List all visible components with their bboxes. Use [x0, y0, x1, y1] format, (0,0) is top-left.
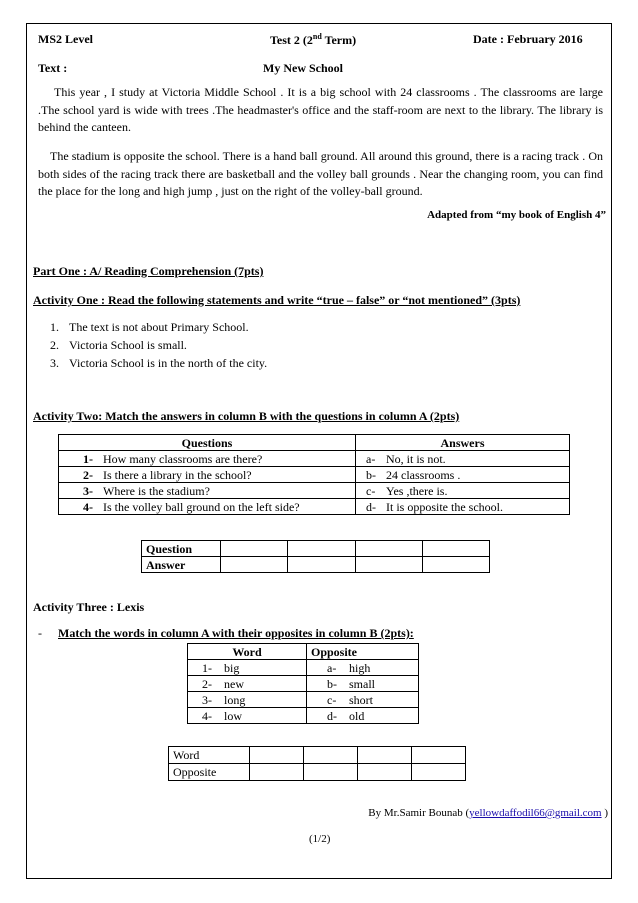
list-item: 3. Victoria School is in the north of the city.: [50, 356, 268, 370]
author-email-link[interactable]: yellowdaffodil66@gmail.com: [469, 807, 602, 819]
grid-word-label: Word: [169, 747, 250, 764]
test-label: Test 2 (2nd Term): [270, 32, 357, 47]
grid-cell[interactable]: [355, 541, 422, 557]
part-one-title: Part One : A/ Reading Comprehension (7pts): [33, 264, 264, 278]
table-row: 4- low d- old: [188, 708, 419, 724]
grid-cell[interactable]: [250, 747, 304, 764]
page-number: (1/2): [309, 833, 331, 845]
grid-answer-label: Answer: [142, 557, 221, 573]
table-row: 2- Is there a library in the school? b- 24 classrooms .: [59, 467, 570, 483]
activity-one-title: Activity One : Read the following statements and write “true – false” or “not mentioned” (3pts): [33, 293, 521, 307]
col-word: Word: [188, 644, 307, 660]
word-opposite-grid: [168, 746, 466, 781]
table-row: 1- big a- high: [188, 660, 419, 676]
col-answers: Answers: [356, 435, 570, 451]
activity-three-title: Activity Three : Lexis: [33, 600, 145, 614]
date-label: Date : February 2016: [473, 32, 583, 46]
table-row: 3- long c- short: [188, 692, 419, 708]
grid-cell[interactable]: [422, 557, 489, 573]
list-item: 2. Victoria School is small.: [50, 338, 187, 352]
grid-cell[interactable]: [358, 764, 412, 781]
grid-cell[interactable]: [304, 764, 358, 781]
grid-cell[interactable]: [412, 764, 466, 781]
table-row: 2- new b- small: [188, 676, 419, 692]
word-opposite-table: [187, 643, 419, 724]
col-opposite: Opposite: [307, 644, 419, 660]
grid-cell[interactable]: [355, 557, 422, 573]
question-answer-grid: [141, 540, 490, 573]
text-title: My New School: [263, 61, 343, 75]
questions-answers-table: [58, 434, 570, 515]
grid-cell[interactable]: [221, 557, 288, 573]
grid-opposite-label: Opposite: [169, 764, 250, 781]
level-label: MS2 Level: [38, 32, 93, 46]
grid-cell[interactable]: [412, 747, 466, 764]
table-row: 1- How many classrooms are there? a- No, it is not.: [59, 451, 570, 467]
col-questions: Questions: [59, 435, 356, 451]
grid-question-label: Question: [142, 541, 221, 557]
grid-cell[interactable]: [304, 747, 358, 764]
grid-cell[interactable]: [221, 541, 288, 557]
author-credit: By Mr.Samir Bounab (yellowdaffodil66@gmail.com ): [368, 807, 608, 819]
activity-three-instruction: Match the words in column A with their opposites in column B (2pts):: [58, 626, 414, 640]
grid-cell[interactable]: [422, 541, 489, 557]
passage-paragraph-1: This year , I study at Victoria Middle School . It is a big school with 24 classrooms . The classrooms are large .The school yard is wide with trees .The headmaster's office and the staff-room are next to the library. The library is behind the canteen.: [38, 85, 603, 134]
grid-cell[interactable]: [288, 557, 355, 573]
activity-two-title: Activity Two: Match the answers in column B with the questions in column A (2pts): [33, 409, 460, 423]
bullet-dash: -: [38, 626, 42, 640]
table-row: 3- Where is the stadium? c- Yes ,there is.: [59, 483, 570, 499]
text-label: Text :: [38, 61, 68, 75]
grid-cell[interactable]: [358, 747, 412, 764]
grid-cell[interactable]: [288, 541, 355, 557]
list-item: 1. The text is not about Primary School.: [50, 320, 249, 334]
passage-source: Adapted from “my book of English 4”: [427, 209, 606, 221]
activity-one-list: [50, 318, 267, 372]
grid-cell[interactable]: [250, 764, 304, 781]
passage-paragraph-2: The stadium is opposite the school. There is a hand ball ground. All around this ground, there is a racing track . On both sides of the racing track there are basketball and the volley ball grounds . Near the changing room, you can find the place for the long and high jump , just on the right of the volley-ball ground.: [38, 149, 603, 198]
table-row: 4- Is the volley ball ground on the left side? d- It is opposite the school.: [59, 499, 570, 515]
